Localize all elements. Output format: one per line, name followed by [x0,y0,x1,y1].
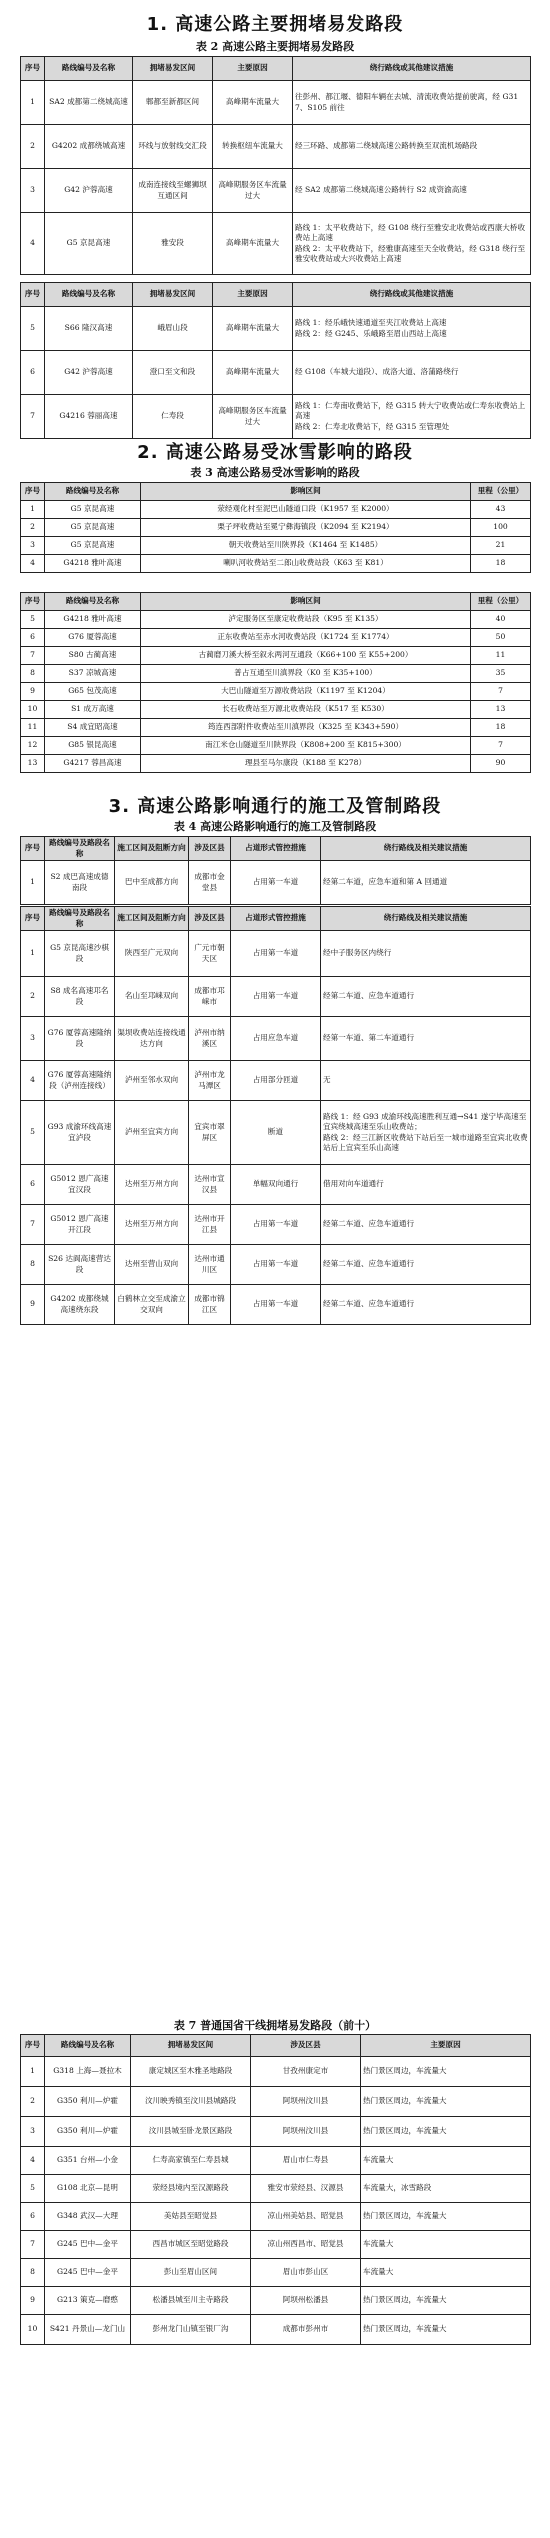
table-row [21,2259,531,2287]
table-cell: G5 京昆高速 [45,501,141,519]
table-cell: 泸州市龙马潭区 [189,1061,231,1101]
table-cell: 6 [21,629,45,647]
table-cell: 成都市邛崃市 [189,977,231,1017]
table-cell: 泸州至邻水双向 [115,1061,189,1101]
table-row [21,2315,531,2345]
table-cell: 高峰期车流量大 [213,81,293,125]
table-row [21,125,531,169]
table-cell: 借用对向车道通行 [321,1165,531,1205]
table-cell: 21 [471,537,531,555]
table-cell: 10 [21,701,45,719]
table-cell: 路线 1：经 G93 成渝环线高速胜利互通→S41 遂宁毕高速至宜宾绕城高速至乐山收费站； 路线 2：经三江新区收费站下站后至一城市道路至宜宾北收费站后上宜宾至乐山高速 [321,1101,531,1165]
table-row [21,2057,531,2087]
table-row [21,213,531,275]
table-cell: 车流量大，冰雪路段 [361,2175,531,2203]
table-cell: 7 [471,683,531,701]
table-row [21,977,531,1017]
table-cell: 11 [21,719,45,737]
table-row [21,647,531,665]
table-cell: S37 凉城高速 [45,665,141,683]
table-cell: 4 [21,2147,45,2175]
table-cell: G4202 成都绕城高速绕东段 [45,1285,115,1325]
column-header: 涉及区县 [251,2035,361,2057]
column-header: 涉及区县 [189,837,231,861]
table-cell: 环线与放射线交汇段 [133,125,213,169]
table-cell: G42 沪蓉高速 [45,169,133,213]
table-cell: 高峰期服务区车流量过大 [213,395,293,439]
table-cell: 占用应急车道 [231,1017,321,1061]
table-cell: 4 [21,213,45,275]
table-cell: 甘孜州康定市 [251,2057,361,2087]
table-row [21,719,531,737]
table-cell: 占用第一车道 [231,1205,321,1245]
table-2-caption: 表 2 高速公路主要拥堵易发路段 [195,40,355,53]
table-cell: G350 利川—炉霍 [45,2117,131,2147]
table-cell: 巴中至成都方向 [115,861,189,905]
table-cell: 13 [471,701,531,719]
table-cell: 2 [21,519,45,537]
table-cell: 栗子坪收费站至冕宁彝海镇段（K2094 至 K2194） [141,519,471,537]
table-cell: 眉山市彭山区 [251,2259,361,2287]
table-cell: 6 [21,351,45,395]
table-cell: 占用第一车道 [231,931,321,977]
table-cell: 5 [21,307,45,351]
table-row [21,629,531,647]
column-header: 主要原因 [361,2035,531,2057]
table-cell: 西昌市城区至昭觉路段 [131,2231,251,2259]
column-header: 路线编号及名称 [45,2035,131,2057]
table-cell: G108 北京—昆明 [45,2175,131,2203]
table-cell: 成南连接线至螺狮坝互通区间 [133,169,213,213]
column-header: 路线编号及名称 [45,593,141,611]
table-row [21,701,531,719]
table-cell: 长石收费站至万源北收费站段（K517 至 K530） [141,701,471,719]
table-cell: 仁寿段 [133,395,213,439]
table-cell: 成都市金堂县 [189,861,231,905]
table-cell: 7 [21,647,45,665]
table-row [21,931,531,977]
column-header: 绕行路线及相关建议措施 [321,907,531,931]
table-cell: 3 [21,537,45,555]
table-cell: G213 策克—磨憨 [45,2287,131,2315]
table-cell: 路线 1：太平收费站下，经 G108 绕行至雅安北收费站或西康大桥收费站上高速 路线 2：太平收费站下，经雅康高速至天全收费站，经 G318 绕行至雅安收费站或大兴收费站上高速 [293,213,531,275]
table-cell: 断道 [231,1101,321,1165]
table-cell: 高峰期车流量大 [213,213,293,275]
table-cell: 热门景区周边，车流量大 [361,2287,531,2315]
table-cell: 8 [21,1245,45,1285]
column-header: 里程（公里） [471,593,531,611]
table-cell: 3 [21,1017,45,1061]
table-cell: 经第二车道、应急车道通行 [321,1245,531,1285]
table-cell: G5012 恩广高速宜汉段 [45,1165,115,1205]
table-cell: 大巴山隧道至万源收费站段（K1197 至 K1204） [141,683,471,701]
table-cell: G5 京昆高速 [45,537,141,555]
table-cell: 阿坝州汶川县 [251,2087,361,2117]
table-cell: 1 [21,501,45,519]
column-header: 施工区间及阻断方向 [115,837,189,861]
column-header: 影响区间 [141,483,471,501]
table-row [21,537,531,555]
table-cell: 渠坝收费站连接线通达方向 [115,1017,189,1061]
table-cell: 高峰期服务区车流量过大 [213,169,293,213]
table-cell: 喇叭河收费站至二郎山收费站段（K63 至 K81） [141,555,471,573]
table-cell: G348 武汉—大理 [45,2203,131,2231]
table-cell: S2 成巴高速成德南段 [45,861,115,905]
table-cell: S421 丹景山—龙门山 [45,2315,131,2345]
table-cell: G76 厦蓉高速 [45,629,141,647]
table-cell: 达州市开江县 [189,1205,231,1245]
column-header: 拥堵易发区间 [133,57,213,81]
table-cell: 6 [21,2203,45,2231]
table-row [21,555,531,573]
column-header: 序号 [21,837,45,861]
table-cell: 白鹤林立交至成渝立交双向 [115,1285,189,1325]
table-row [21,665,531,683]
column-header: 路线编号及名称 [45,483,141,501]
table-row [21,861,531,905]
table-cell: 凉山州西昌市、昭觉县 [251,2231,361,2259]
table-cell: 7 [21,1205,45,1245]
table-cell: S8 成名高速邛名段 [45,977,115,1017]
table-cell: S1 成万高速 [45,701,141,719]
table-row [21,395,531,439]
table-cell: 7 [21,2231,45,2259]
column-header: 主要原因 [213,57,293,81]
table-cell: 5 [21,611,45,629]
table-cell: G5 京昆高速沙棋段 [45,931,115,977]
table-cell: SA2 成都第二绕城高速 [45,81,133,125]
table-cell: G4217 蓉昌高速 [45,755,141,773]
table-cell: 汶川映秀镇至汶川县城路段 [131,2087,251,2117]
table-cell: 热门景区周边，车流量大 [361,2315,531,2345]
table-cell: G351 台州—小金 [45,2147,131,2175]
table-row [21,611,531,629]
column-header: 序号 [21,283,45,307]
table-cell: G4218 雅叶高速 [45,555,141,573]
table-row [21,169,531,213]
table-cell: 35 [471,665,531,683]
table-cell: 澄口至文和段 [133,351,213,395]
table-cell: 占用第一车道 [231,1245,321,1285]
table-row [21,1101,531,1165]
column-header: 绕行路线或其他建议措施 [293,283,531,307]
table-cell: 凉山州美姑县、昭觉县 [251,2203,361,2231]
table-cell: S66 隆汉高速 [45,307,133,351]
table-3-caption: 表 3 高速公路易受冰雪影响的路段 [190,466,360,479]
table-cell: 车流量大 [361,2147,531,2175]
table-cell: 经三环路、成都第二绕城高速公路转换至双流机场路段 [293,125,531,169]
table-cell: 仁寿高家镇至仁寿县城 [131,2147,251,2175]
table-cell: G350 利川—炉霍 [45,2087,131,2117]
table-cell: 占用第一车道 [231,1285,321,1325]
column-header: 占道形式管控措施 [231,837,321,861]
table-cell: 4 [21,555,45,573]
table-cell: 彭州龙门山镇至银厂沟 [131,2315,251,2345]
table-cell: 9 [21,2287,45,2315]
table-row [21,683,531,701]
table-cell: G76 厦蓉高速隆纳段（泸州连接线） [45,1061,115,1101]
column-header: 绕行路线及相关建议措施 [321,837,531,861]
table-cell: 1 [21,861,45,905]
table-cell: S26 达阆高速营达段 [45,1245,115,1285]
table-cell: 泸州至宜宾方向 [115,1101,189,1165]
table-cell: 朝天收费站至川陕界段（K1464 至 K1485） [141,537,471,555]
table-cell: 50 [471,629,531,647]
column-header: 序号 [21,593,45,611]
table-cell: 成都市锦江区 [189,1285,231,1325]
table-cell: 8 [21,2259,45,2287]
table-cell: 18 [471,719,531,737]
table-cell: 眉山市仁寿县 [251,2147,361,2175]
table-cell: G76 厦蓉高速隆纳段 [45,1017,115,1061]
table-cell: G245 巴中—金平 [45,2259,131,2287]
table-cell: G85 银昆高速 [45,737,141,755]
table-cell: 车流量大 [361,2259,531,2287]
table-cell: 9 [21,1285,45,1325]
table-cell: G42 沪蓉高速 [45,351,133,395]
table-cell: 7 [471,737,531,755]
table-row [21,2203,531,2231]
table-cell: 泸定服务区至康定收费站段（K95 至 K135） [141,611,471,629]
table-cell: 达州至万州方向 [115,1205,189,1245]
table-cell: 雅安市荥经县、汉源县 [251,2175,361,2203]
table-row [21,1245,531,1285]
table-cell: 43 [471,501,531,519]
table-row [21,1205,531,1245]
table-7 [20,2034,531,2345]
column-header: 影响区间 [141,593,471,611]
table-row [21,2231,531,2259]
table-cell: 40 [471,611,531,629]
table-cell: 往彭州、都江堰、德阳车辆在去城、清流收费站提前驶离，经 G317、S105 前往 [293,81,531,125]
table-cell: 美姑县至昭觉县 [131,2203,251,2231]
table-cell: G4202 成都绕城高速 [45,125,133,169]
table-row [21,2087,531,2117]
section-title-1: 1. 高速公路主要拥堵易发路段 [146,14,404,35]
table-cell: 热门景区周边，车流量大 [361,2087,531,2117]
table-cell: 5 [21,2175,45,2203]
table-cell: 阿坝州松潘县 [251,2287,361,2315]
table-cell: G4216 蓉丽高速 [45,395,133,439]
table-cell: 7 [21,395,45,439]
table-cell: 达州市通川区 [189,1245,231,1285]
table-cell: 路线 1：仁寿南收费站下，经 G315 转大宁收费站或仁寿东收费站上高速 路线 2：仁寿北收费站下，经 G315 至管理处 [293,395,531,439]
table-cell: 路线 1：经乐峨快速通道至夹江收费站上高速 路线 2：经 G245、乐峨路至眉山西站上高速 [293,307,531,351]
column-header: 主要原因 [213,283,293,307]
table-cell: 荥经县境内至汉源路段 [131,2175,251,2203]
table-cell: 9 [21,683,45,701]
table-cell: 单幅双向通行 [231,1165,321,1205]
table-cell: 100 [471,519,531,537]
table-cell: 无 [321,1061,531,1101]
table-cell: 经第二车道，应急车道和第 A 回通道 [321,861,531,905]
table-cell: 南江米仓山隧道至川陕界段（K808+200 至 K815+300） [141,737,471,755]
table-cell: 90 [471,755,531,773]
table-cell: 1 [21,81,45,125]
table-row [21,519,531,537]
table-4-part-1 [20,836,531,905]
table-cell: 热门景区周边，车流量大 [361,2203,531,2231]
table-cell: 经第一车道、第二车道通行 [321,1017,531,1061]
table-cell: 1 [21,931,45,977]
table-cell: 经 G108（车城大道段）、成洛大道、洛蒲路绕行 [293,351,531,395]
table-row [21,1017,531,1061]
table-cell: G318 上海—聂拉木 [45,2057,131,2087]
column-header: 涉及区县 [189,907,231,931]
table-7-caption: 表 7 普通国省干线拥堵易发路段（前十） [173,2019,377,2032]
table-row [21,737,531,755]
table-cell: 雅安段 [133,213,213,275]
table-cell: 8 [21,665,45,683]
table-cell: 13 [21,755,45,773]
table-row [21,2147,531,2175]
table-cell: 汶川县城至卧龙景区路段 [131,2117,251,2147]
table-cell: 达州市宣汉县 [189,1165,231,1205]
table-cell: 转换枢纽车流量大 [213,125,293,169]
column-header: 拥堵易发区间 [133,283,213,307]
column-header: 序号 [21,57,45,81]
table-cell: 经中子服务区内绕行 [321,931,531,977]
table-cell: S4 成宜昭高速 [45,719,141,737]
table-cell: 2 [21,2087,45,2117]
table-cell: 阿坝州汶川县 [251,2117,361,2147]
table-row [21,1061,531,1101]
column-header: 路线编号及路段名称 [45,907,115,931]
table-cell: 热门景区周边，车流量大 [361,2117,531,2147]
table-cell: 峨眉山段 [133,307,213,351]
table-cell: 12 [21,737,45,755]
section-title-3: 3. 高速公路影响通行的施工及管制路段 [108,796,442,817]
table-cell: 经第二车道、应急车道通行 [321,1205,531,1245]
table-cell: G245 巴中—金平 [45,2231,131,2259]
table-cell: G5 京昆高速 [45,519,141,537]
table-cell: 6 [21,1165,45,1205]
table-cell: G5 京昆高速 [45,213,133,275]
table-cell: 2 [21,977,45,1017]
table-cell: 高峰期车流量大 [213,351,293,395]
table-cell: G5012 恩广高速开江段 [45,1205,115,1245]
table-cell: 高峰期车流量大 [213,307,293,351]
table-4-part-2 [20,906,531,1325]
table-cell: 郫都至新都区间 [133,81,213,125]
table-cell: 3 [21,2117,45,2147]
column-header: 序号 [21,907,45,931]
table-row [21,351,531,395]
table-row [21,2117,531,2147]
table-4-caption: 表 4 高速公路影响通行的施工及管制路段 [173,820,377,833]
table-row [21,1285,531,1325]
table-cell: 占用第一车道 [231,861,321,905]
table-cell: 经 SA2 成都第二绕城高速公路转行 S2 成资渝高速 [293,169,531,213]
table-row [21,755,531,773]
column-header: 绕行路线或其他建议措施 [293,57,531,81]
table-2-part-1 [20,56,531,275]
table-cell: 普占互通至川滇界段（K0 至 K35+100） [141,665,471,683]
table-cell: 古蔺磨刀溪大桥至叙永两河互通段（K66+100 至 K55+200） [141,647,471,665]
table-cell: 5 [21,1101,45,1165]
table-cell: 经第二车道、应急车道通行 [321,977,531,1017]
table-cell: 名山至邛崃双向 [115,977,189,1017]
column-header: 里程（公里） [471,483,531,501]
column-header: 路线编号及名称 [45,283,133,307]
table-cell: 18 [471,555,531,573]
table-cell: S80 古蔺高速 [45,647,141,665]
table-cell: 泸州市纳溪区 [189,1017,231,1061]
table-row [21,307,531,351]
table-cell: 经第二车道、应急车道通行 [321,1285,531,1325]
table-cell: G65 包茂高速 [45,683,141,701]
column-header: 序号 [21,2035,45,2057]
section-title-2: 2. 高速公路易受冰雪影响的路段 [137,442,413,463]
column-header: 路线编号及路段名称 [45,837,115,861]
table-cell: 陕西至广元双向 [115,931,189,977]
table-row [21,2287,531,2315]
column-header: 占道形式管控措施 [231,907,321,931]
column-header: 路线编号及名称 [45,57,133,81]
table-cell: 达州至万州方向 [115,1165,189,1205]
table-cell: 热门景区周边，车流量大 [361,2057,531,2087]
table-cell: G93 成渝环线高速宜泸段 [45,1101,115,1165]
table-cell: 达州至营山双向 [115,1245,189,1285]
table-cell: 3 [21,169,45,213]
table-cell: 彭山至眉山区间 [131,2259,251,2287]
table-cell: 10 [21,2315,45,2345]
table-cell: 成都市彭州市 [251,2315,361,2345]
table-row [21,501,531,519]
table-3-part-2 [20,592,531,773]
table-row [21,1165,531,1205]
table-cell: 理县至马尔康段（K188 至 K278） [141,755,471,773]
table-cell: 车流量大 [361,2231,531,2259]
table-cell: 11 [471,647,531,665]
column-header: 施工区间及阻断方向 [115,907,189,931]
table-cell: 2 [21,125,45,169]
table-cell: 占用第一车道 [231,977,321,1017]
column-header: 拥堵易发区间 [131,2035,251,2057]
table-row [21,2175,531,2203]
table-cell: 广元市朝天区 [189,931,231,977]
table-cell: 宜宾市翠屏区 [189,1101,231,1165]
table-cell: 康定城区至木雅圣地路段 [131,2057,251,2087]
table-row [21,81,531,125]
table-cell: 松潘县城至川主寺路段 [131,2287,251,2315]
table-cell: 正东收费站至赤水河收费站段（K1724 至 K1774） [141,629,471,647]
table-cell: 荥经观化村至泥巴山隧道口段（K1957 至 K2000） [141,501,471,519]
column-header: 序号 [21,483,45,501]
table-cell: G4218 雅叶高速 [45,611,141,629]
table-2-part-2 [20,282,531,439]
table-cell: 筠连西部附件收费站至川滇界段（K325 至 K343+590） [141,719,471,737]
table-cell: 4 [21,1061,45,1101]
table-cell: 占用部分匝道 [231,1061,321,1101]
table-cell: 1 [21,2057,45,2087]
table-3-part-1 [20,482,531,573]
